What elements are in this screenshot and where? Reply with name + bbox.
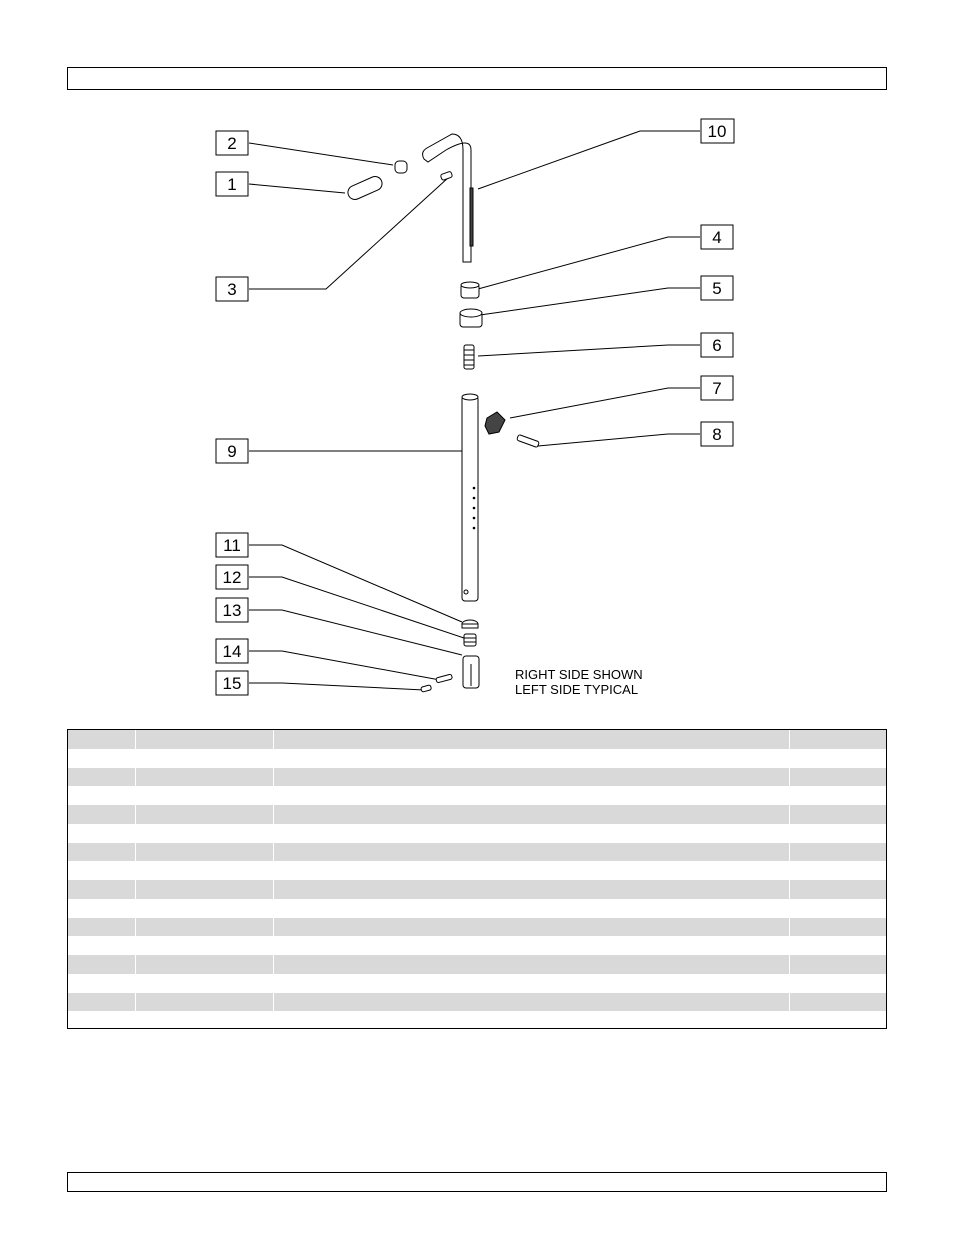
table-cell — [68, 861, 136, 880]
table-cell — [136, 993, 274, 1012]
callout-3 — [216, 277, 248, 301]
table-row — [68, 899, 886, 918]
table-cell — [136, 861, 274, 880]
part-spring-pin — [464, 345, 474, 369]
table-row — [68, 843, 886, 862]
table-cell — [136, 1011, 274, 1029]
table-cell — [68, 936, 136, 955]
table-row — [68, 1011, 886, 1029]
callout-15 — [216, 671, 248, 695]
callout-7 — [701, 376, 733, 400]
callout-9 — [216, 439, 248, 463]
table-cell — [274, 993, 790, 1012]
table-cell — [790, 918, 886, 937]
table-cell — [274, 805, 790, 824]
callout-label-4: 4 — [712, 228, 722, 247]
part-bushing — [461, 282, 479, 298]
part-pin — [436, 674, 453, 683]
side-note-line-2: LEFT SIDE TYPICAL — [515, 682, 639, 697]
table-cell — [274, 730, 790, 749]
parts-table — [67, 729, 887, 1029]
table-cell — [68, 993, 136, 1012]
footer-bar — [67, 1172, 887, 1192]
table-row — [68, 749, 886, 768]
table-cell — [790, 955, 886, 974]
part-washer — [462, 620, 478, 628]
part-bolt — [517, 434, 540, 447]
table-cell — [68, 918, 136, 937]
table-cell — [68, 730, 136, 749]
table-cell — [136, 918, 274, 937]
table-cell — [790, 749, 886, 768]
callout-label-14: 14 — [222, 642, 242, 661]
table-cell — [136, 749, 274, 768]
table-cell — [68, 880, 136, 899]
table-cell — [136, 768, 274, 787]
callout-8 — [701, 422, 733, 446]
callout-6 — [701, 333, 733, 357]
table-cell — [136, 805, 274, 824]
callout-label-9: 9 — [227, 442, 237, 461]
table-row — [68, 974, 886, 993]
callout-label-6: 6 — [712, 336, 722, 355]
table-cell — [136, 899, 274, 918]
table-cell — [790, 786, 886, 805]
table-cell — [68, 805, 136, 824]
table-row — [68, 993, 886, 1012]
table-cell — [274, 768, 790, 787]
callout-12 — [216, 565, 248, 589]
table-cell — [136, 955, 274, 974]
callout-label-8: 8 — [712, 425, 722, 444]
table-row — [68, 936, 886, 955]
table-cell — [274, 824, 790, 843]
table-cell — [68, 768, 136, 787]
table-cell — [790, 805, 886, 824]
table-cell — [274, 786, 790, 805]
part-hand-grip — [346, 174, 385, 201]
table-cell — [68, 824, 136, 843]
table-cell — [790, 880, 886, 899]
table-cell — [136, 974, 274, 993]
table-cell — [68, 899, 136, 918]
table-cell — [136, 786, 274, 805]
table-cell — [68, 843, 136, 862]
table-row — [68, 861, 886, 880]
table-row — [68, 955, 886, 974]
table-row — [68, 768, 886, 787]
table-header-row — [68, 730, 886, 749]
callout-label-11: 11 — [223, 536, 241, 555]
callout-label-3: 3 — [227, 280, 237, 299]
table-cell — [274, 843, 790, 862]
callout-label-13: 13 — [222, 601, 242, 620]
callout-label-12: 12 — [222, 568, 242, 587]
table-cell — [274, 899, 790, 918]
table-cell — [790, 768, 886, 787]
callout-2 — [216, 131, 248, 155]
table-cell — [136, 843, 274, 862]
table-cell — [790, 974, 886, 993]
table-cell — [274, 936, 790, 955]
table-cell — [790, 1011, 886, 1029]
callout-1 — [216, 172, 248, 196]
callout-label-15: 15 — [222, 674, 242, 693]
table-cell — [68, 749, 136, 768]
table-row — [68, 918, 886, 937]
part-lower-sleeve — [463, 656, 479, 688]
table-cell — [68, 1011, 136, 1029]
table-cell — [790, 899, 886, 918]
part-knob — [485, 412, 505, 434]
part-retainer — [421, 685, 432, 692]
table-row — [68, 805, 886, 824]
callout-5 — [701, 276, 733, 300]
table-row — [68, 824, 886, 843]
table-row — [68, 786, 886, 805]
table-cell — [790, 993, 886, 1012]
callout-13 — [216, 598, 248, 622]
callout-label-7: 7 — [712, 379, 722, 398]
callout-label-1: 1 — [227, 175, 237, 194]
callout-label-5: 5 — [712, 279, 722, 298]
part-end-cap — [395, 161, 407, 173]
table-cell — [790, 730, 886, 749]
table-cell — [136, 730, 274, 749]
table-cell — [68, 974, 136, 993]
callout-11 — [216, 533, 248, 557]
part-lower-tube — [462, 394, 478, 601]
callout-label-10: 10 — [707, 122, 727, 141]
part-clamp-collar — [460, 309, 482, 327]
table-cell — [136, 880, 274, 899]
callout-10 — [701, 119, 734, 143]
table-row — [68, 880, 886, 899]
table-cell — [68, 955, 136, 974]
callout-4 — [701, 225, 733, 249]
table-cell — [274, 880, 790, 899]
callout-label-2: 2 — [227, 134, 237, 153]
table-cell — [274, 974, 790, 993]
side-note-line-1: RIGHT SIDE SHOWN — [515, 667, 643, 682]
callout-14 — [216, 639, 248, 663]
table-cell — [274, 749, 790, 768]
table-cell — [790, 824, 886, 843]
table-cell — [790, 936, 886, 955]
part-spring — [464, 634, 476, 646]
table-cell — [274, 918, 790, 937]
table-cell — [274, 1011, 790, 1029]
table-cell — [136, 936, 274, 955]
table-cell — [274, 861, 790, 880]
part-screw-small — [440, 171, 452, 180]
table-cell — [136, 824, 274, 843]
table-cell — [68, 786, 136, 805]
table-cell — [274, 955, 790, 974]
table-cell — [790, 861, 886, 880]
table-cell — [790, 843, 886, 862]
part-upper-handle-tube — [423, 134, 473, 262]
